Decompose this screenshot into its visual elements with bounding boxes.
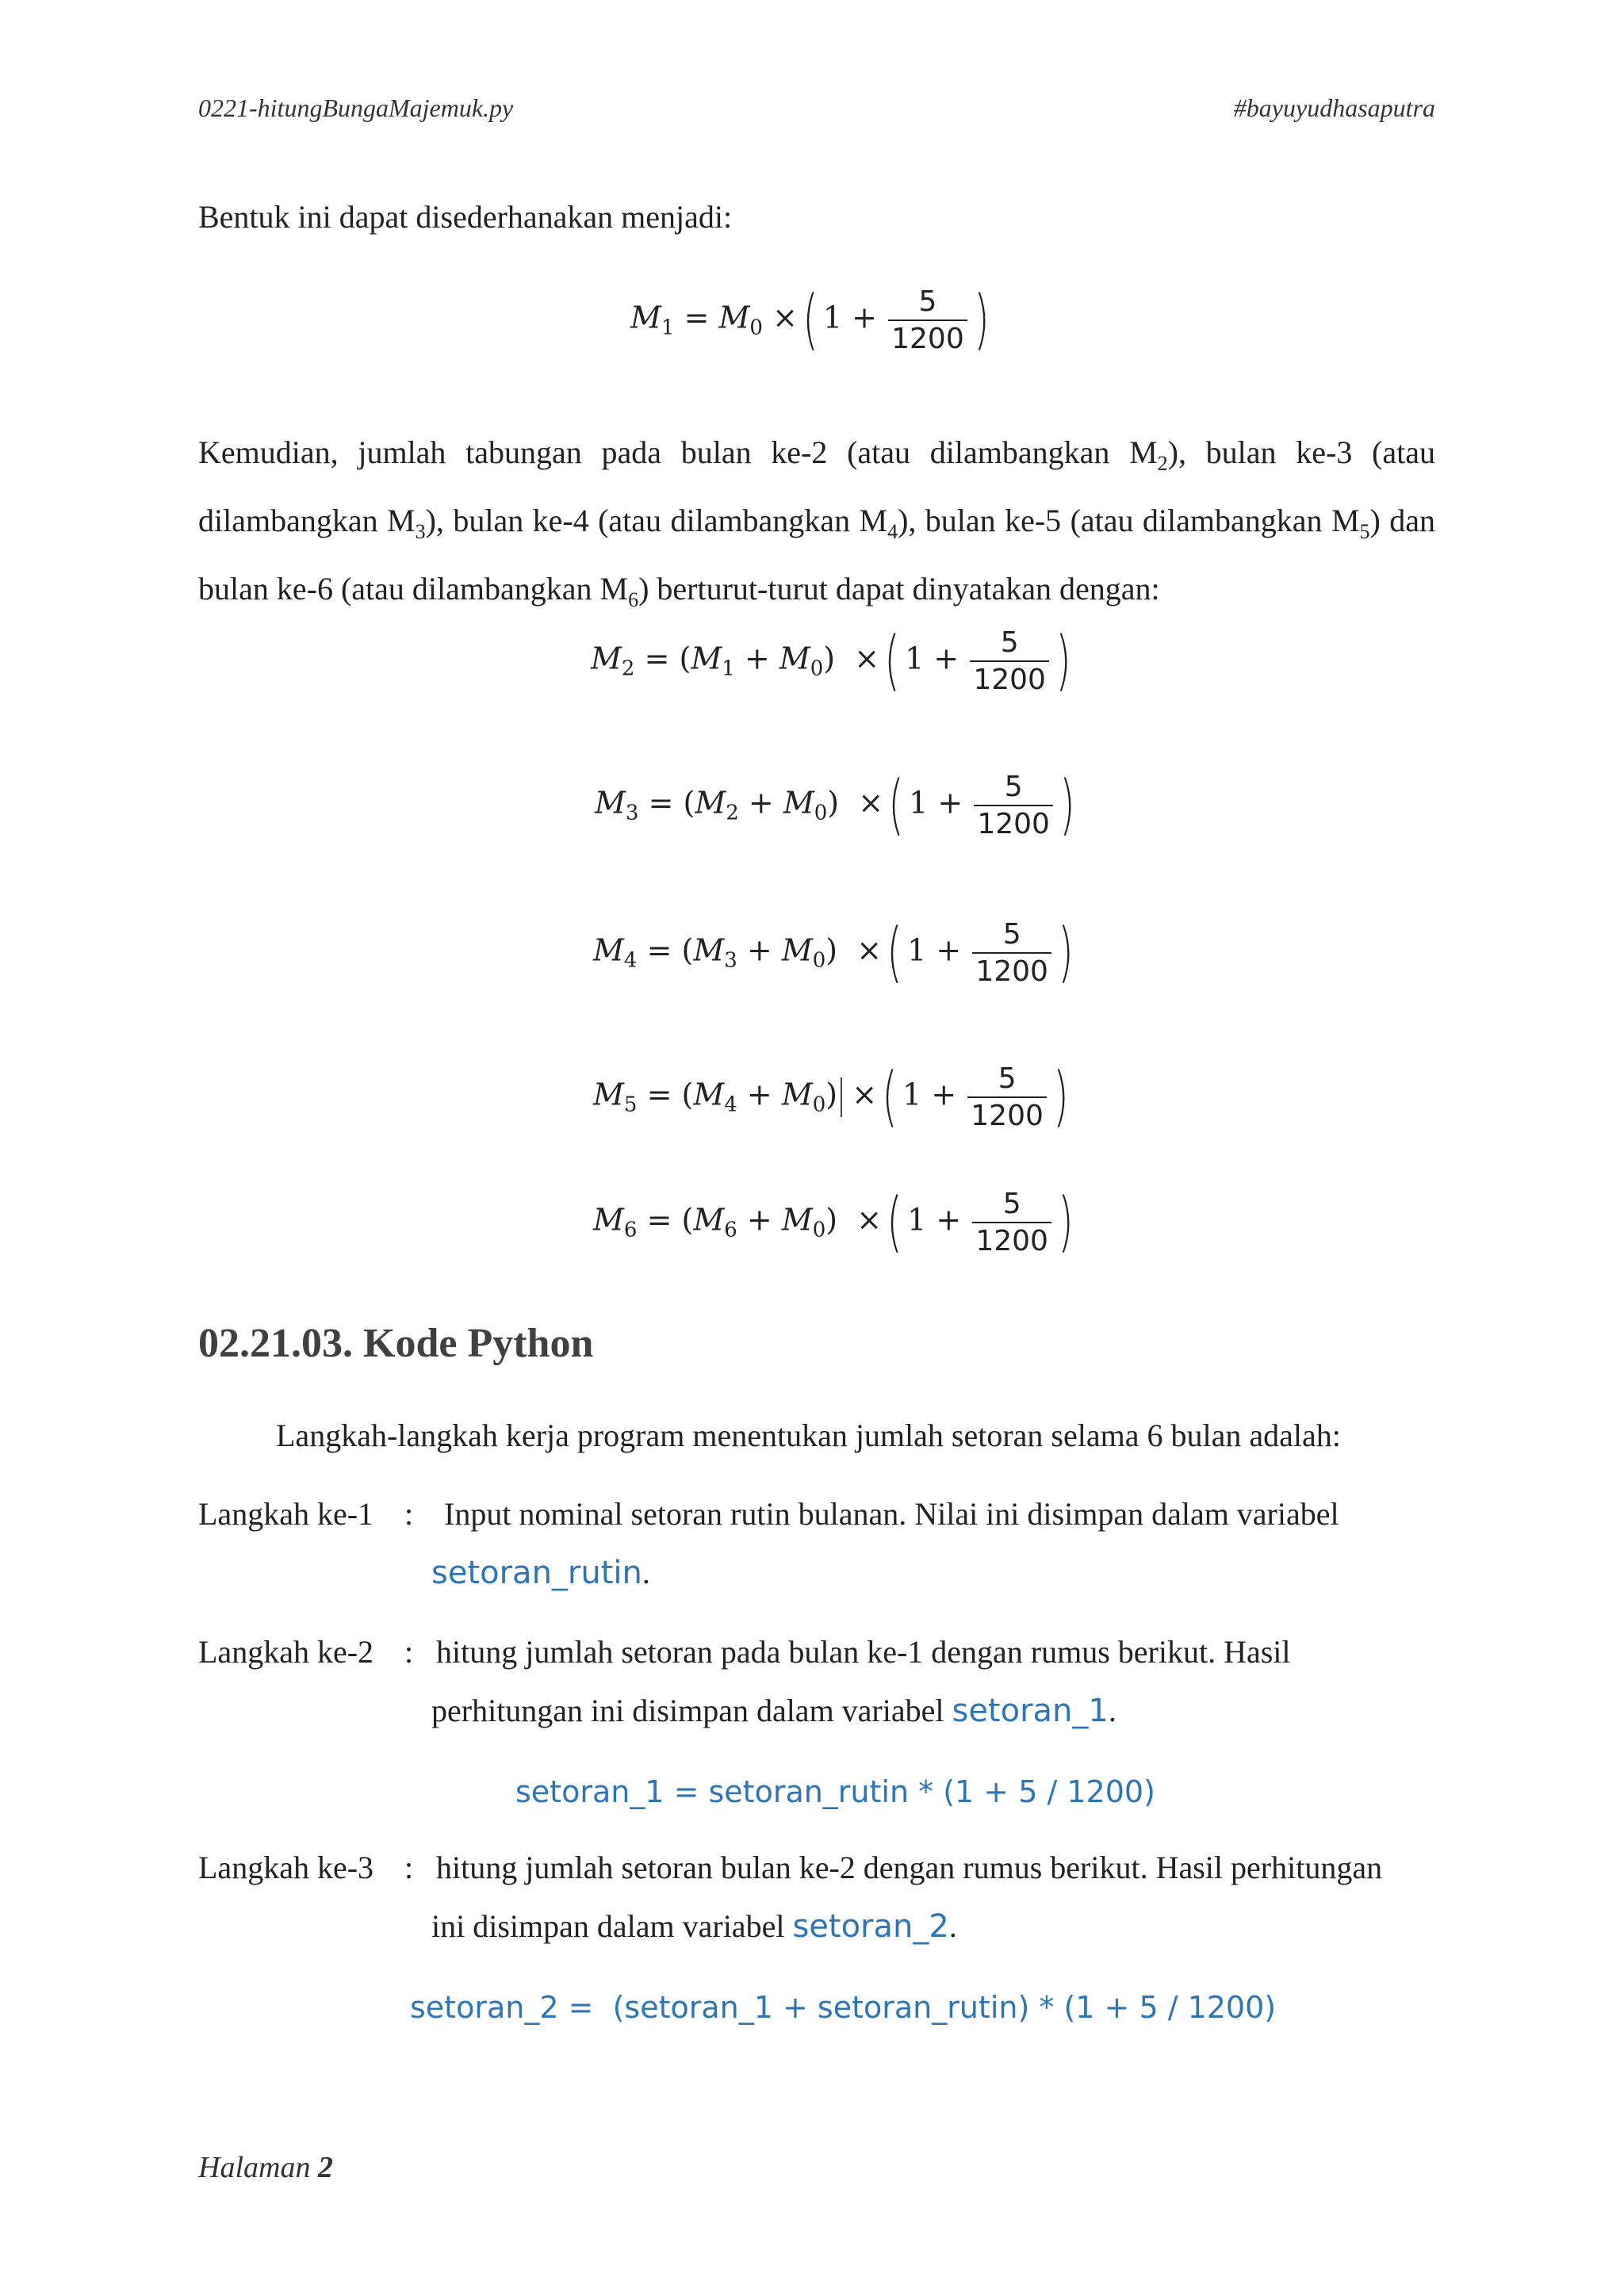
formula-m6: $M_6 = (M_6 + M_0)$ ×( 1 + $\frac{5}{1200}$ ) (593, 1184, 1074, 1260)
code-formula-setoran-2: setoran_2 = (setoran_1 + setoran_rutin) * (1 + 5 / 1200) (410, 1990, 1277, 2025)
step-2-cont: perhitungan ini disimpan dalam variabel setoran_1. (431, 1693, 1116, 1729)
page-footer: Halaman 2 (198, 2151, 333, 2184)
step-3-cont: ini disimpan dalam variabel setoran_2. (431, 1908, 957, 1945)
step-3: Langkah ke-3 : hitung jumlah setoran bulan ke-2 dengan rumus berikut. Hasil perhitungan (198, 1850, 1383, 1885)
text-cursor (841, 1077, 842, 1117)
header-filename: 0221-hitungBungaMajemuk.py (198, 94, 514, 122)
formula-m4: $M_4 = (M_3 + M_0)$ ×( 1 + $\frac{5}{1200}$ ) (593, 915, 1074, 990)
section-intro: Langkah-langkah kerja program menentukan jumlah setoran selama 6 bulan adalah: (276, 1418, 1341, 1453)
header-author: #bayuyudhasaputra (1233, 94, 1435, 122)
code-formula-setoran-1: setoran_1 = setoran_rutin * (1 + 5 / 1200) (515, 1774, 1155, 1809)
formula-m5: $M_5 = (M_4 + M_0)$ ×( 1 + $\frac{5}{1200}$ ) (593, 1059, 1069, 1135)
code-var-setoran-1: setoran_1 (952, 1693, 1109, 1729)
code-var-setoran-rutin: setoran_rutin (431, 1555, 642, 1591)
formula-m2: $M_2 = (M_1 + M_0)$ ×( 1 + $\frac{5}{1200}$ ) (591, 623, 1071, 698)
formula-m3: $M_3 = (M_2 + M_0)$ ×( 1 + $\frac{5}{1200}$ ) (595, 767, 1075, 843)
page-number: 2 (317, 2151, 333, 2184)
step-1-cont: setoran_rutin. (431, 1555, 650, 1591)
section-heading: 02.21.03. Kode Python (198, 1321, 594, 1366)
step-2: Langkah ke-2 : hitung jumlah setoran pada bulan ke-1 dengan rumus berikut. Hasil (198, 1634, 1291, 1670)
formula-m1: $M_1 = M_0$ ×( 1 + $\frac{5}{1200}$ ) (630, 282, 990, 358)
code-var-setoran-2: setoran_2 (792, 1908, 949, 1945)
intro-text: Bentuk ini dapat disederhanakan menjadi: (198, 199, 733, 235)
fraction: $\frac{5}{1200}$ (888, 285, 967, 355)
paragraph-kemudian: Kemudian, jumlah tabungan pada bulan ke-2 (atau dilambangkan $M_2$), bulan ke-3 (atau dilambangkan $M_3$), bulan ke-4 (atau dilambangkan $M_4$), bulan ke-5 (atau dilambangkan $M_5$) dan bulan ke-6 (atau dilambangkan $M_6$) berturut-turut dapat dinyatakan dengan: (198, 434, 1436, 611)
step-1: Langkah ke-1 : Input nominal setoran rutin bulanan. Nilai ini disimpan dalam variabel (198, 1486, 1435, 1543)
step-label: Langkah ke-1 (198, 1496, 374, 1532)
